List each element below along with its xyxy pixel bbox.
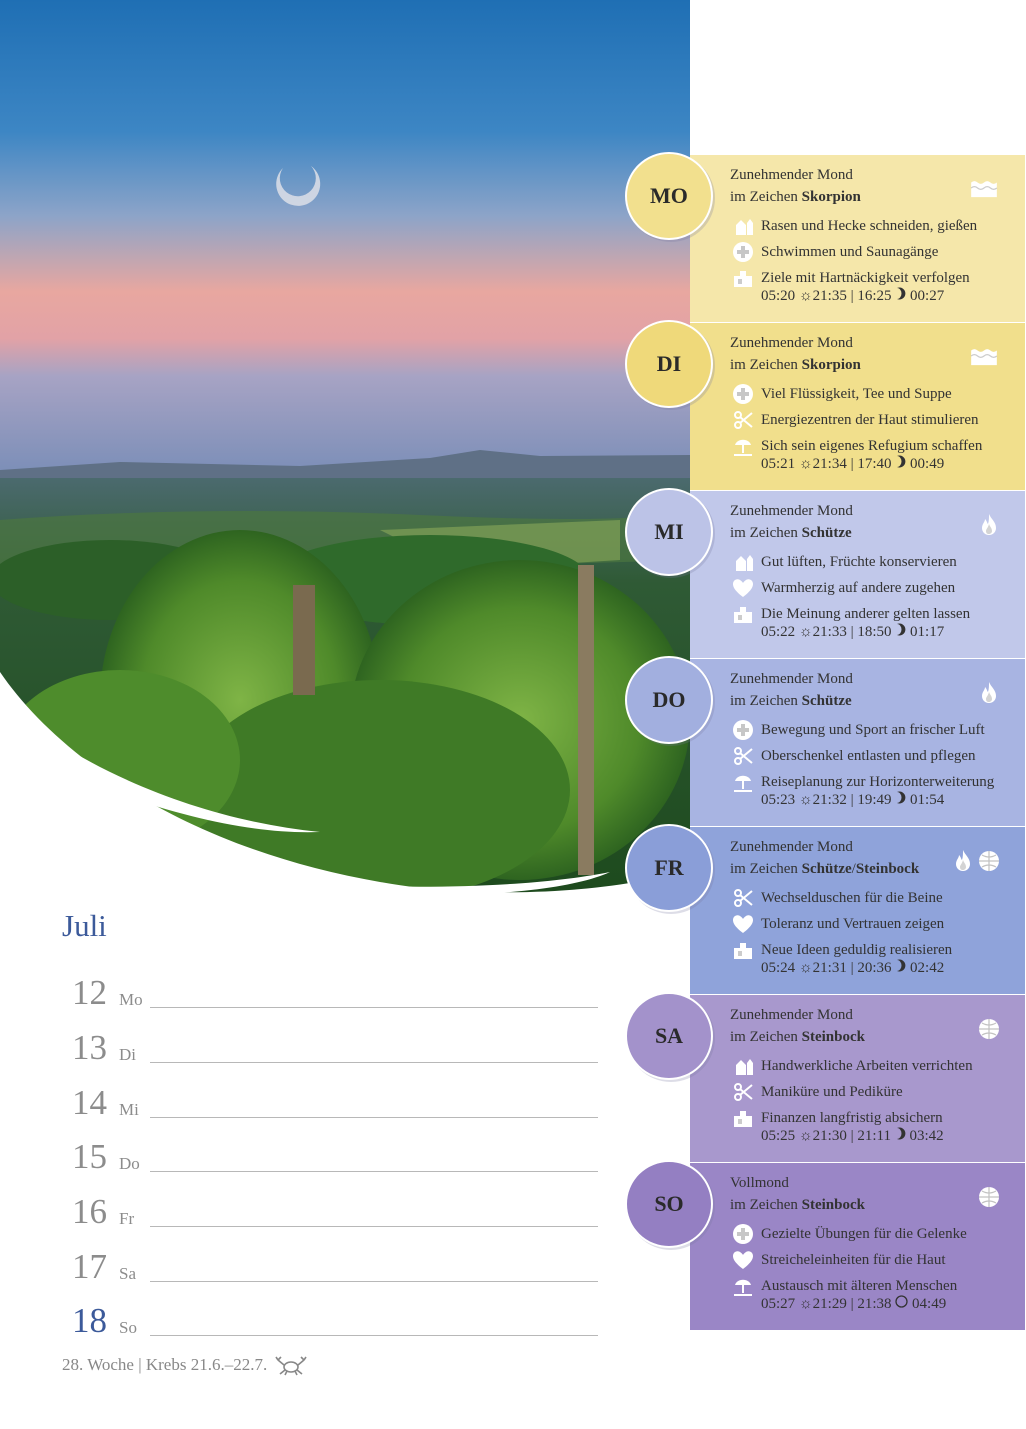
- moonrise-time: 21:38: [857, 1296, 892, 1312]
- activity-text: Energiezentren der Haut stimulieren: [761, 411, 979, 428]
- garden-icon: [732, 551, 754, 573]
- moonset-time: 04:49: [912, 1296, 947, 1312]
- moonset-time: 02:42: [910, 960, 945, 976]
- moonset-time: 03:42: [909, 1128, 944, 1144]
- zodiac-line: [730, 858, 919, 880]
- weekday-badge-fr: FR: [625, 824, 713, 912]
- day-name: Mo: [119, 990, 143, 1009]
- activity-item: [732, 1053, 973, 1079]
- moon-phase: Zunehmender Mond: [730, 167, 853, 183]
- beauty-icon: [732, 409, 754, 431]
- sunrise-time: 05:23: [761, 792, 796, 808]
- moon-phase-info: [730, 668, 853, 712]
- day-name: Di: [119, 1045, 136, 1064]
- activity-list: [732, 1053, 973, 1131]
- sunrise-time: 05:27: [761, 1296, 796, 1312]
- activity-list: [732, 885, 952, 963]
- sunset-time: 21:29: [812, 1296, 847, 1312]
- sunrise-time: 05:21: [761, 456, 796, 472]
- element-icons: [977, 1185, 999, 1212]
- sun-moon-times: [761, 623, 944, 641]
- weekday-badge-sa: SA: [625, 992, 713, 1080]
- week-info: 28. Woche | Krebs 21.6.–22.7.: [62, 1355, 268, 1374]
- element-icons: [951, 849, 999, 876]
- fire-icon: [951, 849, 973, 876]
- activity-text: Streicheleinheiten für die Haut: [761, 1251, 946, 1268]
- day-row-fr: [72, 1189, 598, 1229]
- water-icon: [969, 345, 999, 372]
- moon-crescent-icon: [895, 1127, 906, 1140]
- activity-item: [732, 213, 977, 239]
- separator: |: [850, 960, 854, 976]
- activity-list: [732, 381, 982, 459]
- separator: |: [850, 1296, 854, 1312]
- moon-phase-info: [730, 164, 861, 208]
- landscape-photo: [0, 0, 690, 900]
- sun-icon: ☼: [798, 288, 813, 304]
- moonrise-time: 16:25: [857, 288, 892, 304]
- sunset-time: 21:35: [812, 288, 847, 304]
- moon-phase: Zunehmender Mond: [730, 839, 853, 855]
- sun-moon-times: [761, 1127, 944, 1145]
- activity-item: [732, 885, 952, 911]
- moonrise-time: 18:50: [857, 624, 892, 640]
- zodiac-line: [730, 186, 861, 208]
- sign-prefix: im Zeichen: [730, 189, 802, 205]
- sun-moon-times: [761, 287, 944, 305]
- leisure-icon: [732, 1275, 754, 1297]
- health-icon: [732, 1223, 754, 1245]
- moon-phase-info: [730, 500, 853, 544]
- activity-list: [732, 1221, 967, 1299]
- element-icons: [977, 1017, 999, 1044]
- day-row-sa: [72, 1244, 598, 1284]
- activity-text: Maniküre und Pediküre: [761, 1083, 903, 1100]
- week-footer: [62, 1354, 307, 1376]
- writing-line[interactable]: [150, 1171, 598, 1172]
- sun-icon: ☼: [798, 624, 813, 640]
- activity-list: [732, 549, 970, 627]
- zodiac-line: [730, 522, 853, 544]
- activity-list: [732, 213, 977, 291]
- day-panel-fr: [690, 827, 1025, 994]
- heart-icon: [732, 577, 754, 599]
- heart-icon: [732, 1249, 754, 1271]
- zodiac-sign: Steinbock: [801, 1029, 865, 1045]
- zodiac-sign: Schütze: [801, 693, 852, 709]
- zodiac-sign-2: Steinbock: [855, 861, 920, 877]
- sunrise-time: 05:25: [761, 1128, 796, 1144]
- sunrise-time: 05:20: [761, 288, 796, 304]
- moon-crescent-icon: [895, 791, 906, 804]
- element-icons: [969, 177, 999, 204]
- day-name: Sa: [119, 1264, 136, 1283]
- writing-line[interactable]: [150, 1117, 598, 1118]
- beauty-icon: [732, 1081, 754, 1103]
- activity-text: Wechselduschen für die Beine: [761, 889, 943, 906]
- moonset-time: 00:49: [910, 456, 945, 472]
- zodiac-sign: Schütze: [801, 525, 852, 541]
- moon-crescent-icon: [895, 287, 906, 300]
- activity-item: [732, 1221, 967, 1247]
- sun-icon: ☼: [798, 1296, 813, 1312]
- sun-moon-times: [761, 455, 944, 473]
- activity-text: Ziele mit Hartnäckigkeit verfolgen: [761, 269, 970, 286]
- day-panel-mi: [690, 491, 1025, 658]
- day-panel-di: [690, 323, 1025, 490]
- zodiac-sign: Schütze: [801, 861, 852, 877]
- day-number: 18: [72, 1301, 107, 1340]
- weekday-badge-mo: MO: [625, 152, 713, 240]
- fire-icon: [977, 513, 999, 540]
- day-number: 12: [72, 973, 107, 1012]
- earth-icon: [977, 1185, 999, 1212]
- day-row-mi: [72, 1080, 598, 1120]
- day-number: 14: [72, 1083, 107, 1122]
- beauty-icon: [732, 887, 754, 909]
- activity-text: Schwimmen und Saunagänge: [761, 243, 939, 260]
- writing-line[interactable]: [150, 1335, 598, 1336]
- separator: |: [850, 792, 854, 808]
- crab-icon: [275, 1354, 307, 1376]
- activity-text: Gut lüften, Früchte konservieren: [761, 553, 957, 570]
- work-icon: [732, 267, 754, 289]
- sign-prefix: im Zeichen: [730, 525, 802, 541]
- writing-line[interactable]: [150, 1062, 598, 1063]
- activity-text: Handwerkliche Arbeiten verrichten: [761, 1057, 973, 1074]
- activity-item: [732, 381, 982, 407]
- activity-text: Bewegung und Sport an frischer Luft: [761, 721, 985, 738]
- day-row-di: [72, 1025, 598, 1065]
- sun-icon: ☼: [798, 456, 813, 472]
- moonset-time: 01:17: [910, 624, 945, 640]
- element-icons: [977, 513, 999, 540]
- separator: |: [850, 288, 854, 304]
- sunset-time: 21:33: [812, 624, 847, 640]
- element-icons: [977, 681, 999, 708]
- sunset-time: 21:31: [812, 960, 847, 976]
- activity-text: Die Meinung anderer gelten lassen: [761, 605, 971, 622]
- activity-text: Warmherzig auf andere zugehen: [761, 579, 956, 596]
- moon-phase-info: [730, 332, 861, 376]
- zodiac-sign: Skorpion: [801, 189, 861, 205]
- sunrise-time: 05:22: [761, 624, 796, 640]
- writing-line[interactable]: [150, 1226, 598, 1227]
- moon-phase: Vollmond: [730, 1175, 789, 1191]
- moonrise-time: 20:36: [857, 960, 892, 976]
- activity-item: [732, 717, 994, 743]
- activity-text: Neue Ideen geduldig realisieren: [761, 941, 953, 958]
- sun-moon-times: [761, 959, 944, 977]
- garden-icon: [732, 1055, 754, 1077]
- zodiac-line: [730, 1026, 865, 1048]
- day-name: Do: [119, 1154, 140, 1173]
- sign-prefix: im Zeichen: [730, 1197, 802, 1213]
- day-number: 16: [72, 1192, 107, 1231]
- moon-crescent-icon: [895, 455, 906, 468]
- sign-prefix: im Zeichen: [730, 861, 802, 877]
- activity-item: [732, 575, 970, 601]
- weekday-badge-so: SO: [625, 1160, 713, 1248]
- day-row-mo: [72, 970, 598, 1010]
- leisure-icon: [732, 771, 754, 793]
- zodiac-line: [730, 690, 853, 712]
- activity-text: Reiseplanung zur Horizonterweiterung: [761, 773, 995, 790]
- moon-phase: Zunehmender Mond: [730, 1007, 853, 1023]
- work-icon: [732, 1107, 754, 1129]
- activity-text: Gezielte Übungen für die Gelenke: [761, 1225, 967, 1242]
- month-title: Juli: [62, 908, 107, 943]
- activity-text: Sich sein eigenes Refugium schaffen: [761, 437, 983, 454]
- activity-text: Finanzen langfristig absichern: [761, 1109, 943, 1126]
- water-icon: [969, 177, 999, 204]
- sunset-time: 21:30: [812, 1128, 847, 1144]
- work-icon: [732, 603, 754, 625]
- garden-icon: [732, 215, 754, 237]
- day-panel-do: [690, 659, 1025, 826]
- day-name: So: [119, 1318, 137, 1337]
- leisure-icon: [732, 435, 754, 457]
- separator: |: [850, 624, 854, 640]
- moon-phase-info: [730, 1172, 865, 1216]
- sign-prefix: im Zeichen: [730, 357, 802, 373]
- activity-item: [732, 1079, 973, 1105]
- zodiac-sign: Steinbock: [801, 1197, 865, 1213]
- day-row-do: [72, 1134, 598, 1174]
- moon-phase-info: [730, 836, 919, 880]
- sunset-time: 21:34: [812, 456, 847, 472]
- work-icon: [732, 939, 754, 961]
- sign-prefix: im Zeichen: [730, 1029, 802, 1045]
- moon-crescent-icon: [895, 623, 906, 636]
- beauty-icon: [732, 745, 754, 767]
- day-row-so: [72, 1298, 598, 1338]
- sun-moon-times: [761, 1295, 946, 1313]
- activity-item: [732, 407, 982, 433]
- moon-phase: Zunehmender Mond: [730, 503, 853, 519]
- moonset-time: 00:27: [910, 288, 945, 304]
- sun-icon: ☼: [798, 960, 813, 976]
- sunrise-time: 05:24: [761, 960, 796, 976]
- full-moon-icon: [895, 1295, 908, 1308]
- day-number: 13: [72, 1028, 107, 1067]
- moon-phase: Zunehmender Mond: [730, 335, 853, 351]
- activity-item: [732, 911, 952, 937]
- activity-text: Rasen und Hecke schneiden, gießen: [761, 217, 978, 234]
- day-name: Fr: [119, 1209, 135, 1228]
- earth-icon: [977, 849, 999, 876]
- activity-text: Viel Flüssigkeit, Tee und Suppe: [761, 385, 952, 402]
- activity-text: Toleranz und Vertrauen zeigen: [761, 915, 945, 932]
- day-panel-so: [690, 1163, 1025, 1330]
- activity-list: [732, 717, 994, 795]
- health-icon: [732, 241, 754, 263]
- health-icon: [732, 719, 754, 741]
- day-name: Mi: [119, 1100, 139, 1119]
- activity-text: Austausch mit älteren Menschen: [761, 1277, 958, 1294]
- sign-separator: /: [851, 861, 856, 877]
- activity-item: [732, 239, 977, 265]
- weekday-badge-mi: MI: [625, 488, 713, 576]
- element-icons: [969, 345, 999, 372]
- separator: |: [850, 1128, 854, 1144]
- moonrise-time: 19:49: [857, 792, 892, 808]
- sun-icon: ☼: [798, 792, 813, 808]
- separator: |: [850, 456, 854, 472]
- zodiac-line: [730, 1194, 865, 1216]
- sun-moon-times: [761, 791, 944, 809]
- zodiac-line: [730, 354, 861, 376]
- day-number: 15: [72, 1137, 107, 1176]
- heart-icon: [732, 913, 754, 935]
- activity-text: Oberschenkel entlasten und pflegen: [761, 747, 976, 764]
- sign-prefix: im Zeichen: [730, 693, 802, 709]
- writing-line[interactable]: [150, 1281, 598, 1282]
- earth-icon: [977, 1017, 999, 1044]
- moonrise-time: 17:40: [857, 456, 892, 472]
- fire-icon: [977, 681, 999, 708]
- activity-item: [732, 743, 994, 769]
- health-icon: [732, 383, 754, 405]
- moon-crescent-icon: [895, 959, 906, 972]
- day-number: 17: [72, 1247, 107, 1286]
- writing-line[interactable]: [150, 1007, 598, 1008]
- moonset-time: 01:54: [910, 792, 945, 808]
- zodiac-sign: Skorpion: [801, 357, 861, 373]
- day-panel-mo: [690, 155, 1025, 322]
- sun-icon: ☼: [798, 1128, 813, 1144]
- moon-phase: Zunehmender Mond: [730, 671, 853, 687]
- weekday-badge-di: DI: [625, 320, 713, 408]
- sunset-time: 21:32: [812, 792, 847, 808]
- activity-item: [732, 1247, 967, 1273]
- day-panel-sa: [690, 995, 1025, 1162]
- moon-phase-info: [730, 1004, 865, 1048]
- activity-item: [732, 549, 970, 575]
- moonrise-time: 21:11: [857, 1128, 891, 1144]
- weekday-badge-do: DO: [625, 656, 713, 744]
